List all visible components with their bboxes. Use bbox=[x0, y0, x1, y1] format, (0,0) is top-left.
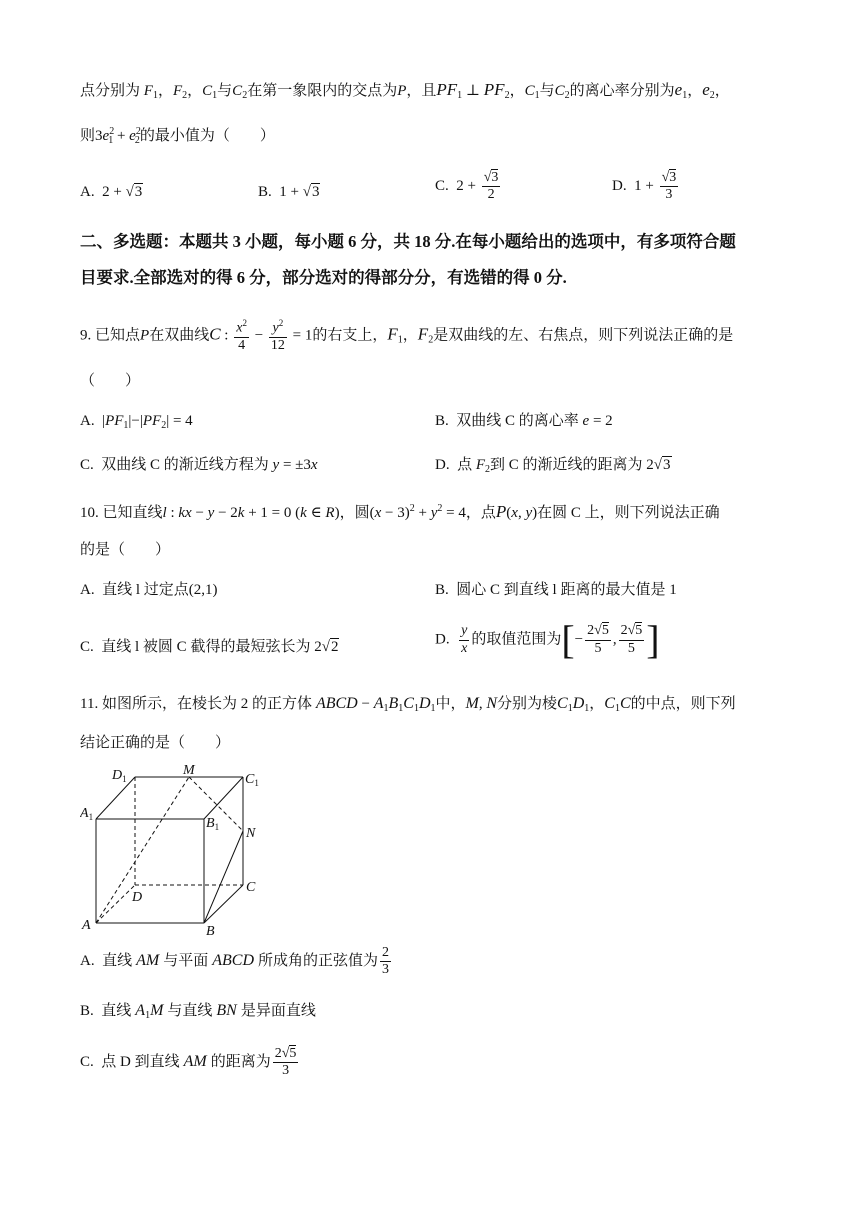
q9-option-a[interactable]: A. $|PF_1|-|PF_2| = 4$ bbox=[80, 413, 193, 431]
q10-stem: 10. 已知直线l : kx − y − 2k + 1 = 0 (k ∈ R)，圆$(x - 3)^2 + y^2 = 4$，点P(x, y)在圆 C 上，则下列说法正确 bbox=[80, 502, 720, 521]
segment-am bbox=[96, 777, 189, 923]
q8-option-b[interactable]: B. 1 + √3 bbox=[258, 184, 320, 200]
label-a1: $A_1$ bbox=[80, 806, 94, 822]
q11-option-b[interactable]: B. 直线 $A_1M$ 与直线 BN 是异面直线 bbox=[80, 1002, 316, 1021]
q9-stem: 9. 已知点P在双曲线C : $\frac{x^2}{4}$ − $\frac{y^2}{12}$ = 1的右支上，$F_1$，$F_2$是双曲线的左、右焦点，则下列说法正确的是 bbox=[80, 318, 734, 353]
label-d: D bbox=[132, 890, 143, 905]
q8-line1: 点分别为 $F_1$，$F_2$，$C_1$与$C_2$在第一象限内的交点为P，且$PF_1$ ⊥ $PF_2$，$C_1$与$C_2$的离心率分别为$e_1$，$e_2$， bbox=[80, 80, 730, 101]
label-d1: $D_1$ bbox=[112, 768, 127, 784]
q11-line2: 结论正确的是（ ） bbox=[80, 735, 231, 751]
q8-option-c[interactable]: C. 2 + $\frac{√3}{2}$ bbox=[435, 170, 499, 203]
q9-option-b[interactable]: B. 双曲线 C 的离心率 e = 2 bbox=[435, 413, 613, 429]
q10-option-d[interactable]: D. $\frac{y}{x}$ 的取值范围为[− $\frac{2√5}{5}$ , $\frac{2√5}{5}$ ] bbox=[435, 617, 660, 662]
segment-bn bbox=[204, 831, 243, 923]
label-c: C bbox=[246, 880, 256, 895]
edge-bc bbox=[204, 885, 243, 923]
cube-figure bbox=[80, 765, 270, 935]
q9-paren: （ ） bbox=[80, 373, 141, 389]
edge-a1d1 bbox=[96, 777, 135, 819]
q11-stem: 11. 如图所示，在棱长为 2 的正方体 ABCD − $A_1B_1C_1D_1$中，M, N分别为棱$C_1D_1$，$C_1C$的中点，则下列 bbox=[80, 695, 736, 714]
q10-option-c[interactable]: C. 直线 l 被圆 C 截得的最短弦长为 2√2 bbox=[80, 639, 339, 655]
label-b: B bbox=[206, 924, 215, 935]
q10-option-a[interactable]: A. 直线 l 过定点(2,1) bbox=[80, 582, 218, 598]
label-b1: $B_1$ bbox=[206, 816, 220, 832]
q10-line2: 的是（ ） bbox=[80, 542, 171, 558]
edge-ad bbox=[96, 885, 135, 923]
section2-heading-line2: 目要求.全部选对的得 6 分，部分选对的得部分分，有选错的得 0 分. bbox=[80, 268, 567, 287]
label-n: N bbox=[246, 826, 256, 841]
section2-heading-line1: 二、多选题：本题共 3 小题，每小题 6 分，共 18 分.在每小题给出的选项中，有多项符合题 bbox=[80, 232, 736, 251]
q8-option-d[interactable]: D. 1 + $\frac{√3}{3}$ bbox=[612, 170, 677, 203]
q11-option-c[interactable]: C. 点 D 到直线 AM 的距离为 $\frac{2√5}{3}$ bbox=[80, 1046, 297, 1079]
q9-option-c[interactable]: C. 双曲线 C 的渐近线方程为 y = ±3x bbox=[80, 457, 318, 473]
q10-option-b[interactable]: B. 圆心 C 到直线 l 距离的最大值是 1 bbox=[435, 582, 677, 598]
q11-option-a[interactable]: A. 直线 AM 与平面 ABCD 所成角的正弦值为 $\frac{2}{3}$ bbox=[80, 945, 390, 978]
label-m: M bbox=[183, 765, 195, 778]
label-c1: $C_1$ bbox=[245, 772, 259, 788]
label-a: A bbox=[82, 918, 91, 933]
q8-line2: 则$3e^2_1 + e^2_2$的最小值为（ ） bbox=[80, 126, 275, 146]
q9-option-d[interactable]: D. 点 $F_2$到 C 的渐近线的距离为 2√3 bbox=[435, 457, 671, 475]
q8-option-a[interactable]: A. 2 + √3 bbox=[80, 184, 143, 200]
